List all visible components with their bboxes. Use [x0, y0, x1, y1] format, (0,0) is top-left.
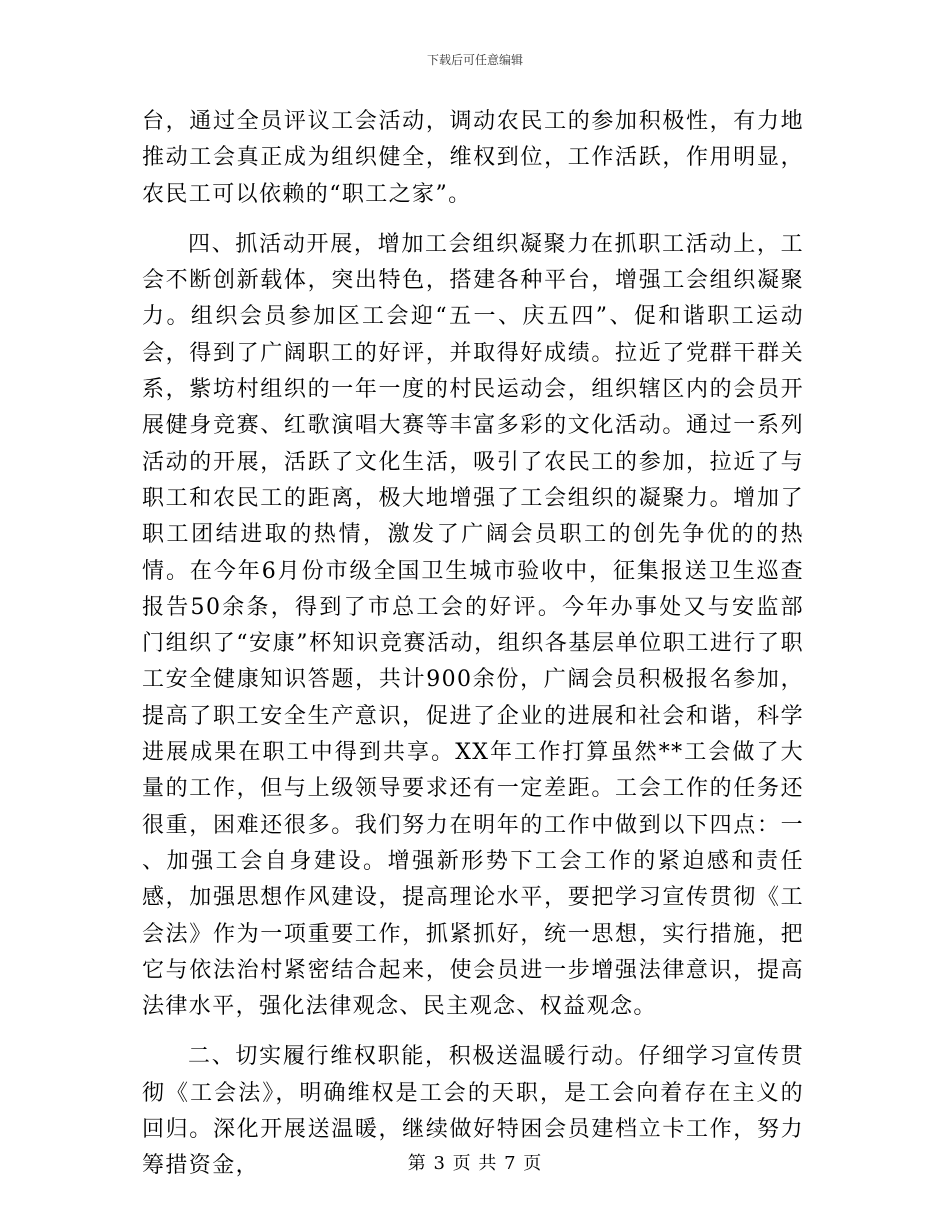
paragraph-section-two: 二、切实履行维权职能，积极送温暖行动。仔细学习宣传贯彻《工会法》，明确维权是工会的天职，是工会向着存在主义的回归。深化开展送温暖，继续做好特困会员建档立卡工作，努力筹措资金，: [142, 1044, 804, 1179]
page-header: 下载后可任意编辑: [426, 53, 523, 67]
document-body: [142, 104, 804, 1185]
paragraph-section-four: 四、抓活动开展，增加工会组织凝聚力在抓职工活动上，工会不断创新载体，突出特色，搭建各种平台，增强工会组织凝聚力。组织会员参加区工会迎“五一、庆五四”、促和谐职工运动会，得到了广阔职工的好评，并取得好成绩。拉近了党群干群关系，紫坊村组织的一年一度的村民运动会，组织辖区内的会员开展健身竞赛、红歌演唱大赛等丰富多彩的文化活动。通过一系列活动的开展，活跃了文化生活，吸引了农民工的参加，拉近了与职工和农民工的距离，极大地增强了工会组织的凝聚力。增加了职工团结进取的热情，激发了广阔会员职工的创先争优的的热情。在今年6月份市级全国卫生城市验收中，征集报送卫生巡查报告50余条，得到了市总工会的好评。今年办事处又与安监部门组织了“安康”杯知识竞赛活动，组织各基层单位职工进行了职工安全健康知识答题，共计900余份，广阔会员积极报名参加，提高了职工安全生产意识，促进了企业的进展和社会和谐，科学进展成果在职工中得到共享。XX年工作打算虽然**工会做了大量的工作，但与上级领导要求还有一定差距。工会工作的任务还很重，困难还很多。我们努力在明年的工作中做到以下四点：一 、加强工会自身建设。增强新形势下工会工作的紧迫感和责任感，加强思想作风建设，提高理论水平，要把学习宣传贯彻《工会法》作为一项重要工作，抓紧抓好，统一思想，实行措施，把它与依法治村紧密结合起来，使会员进一步增强法律意识，提高法律水平，强化法律观念、民主观念、权益观念。: [142, 231, 804, 1020]
paragraph-continuation: 台，通过全员评议工会活动，调动农民工的参加积极性，有力地推动工会真正成为组织健全，维权到位，工作活跃，作用明显，农民工可以依赖的“职工之家”。: [142, 109, 804, 207]
page-number: 第 3 页 共 7 页: [407, 1153, 543, 1174]
